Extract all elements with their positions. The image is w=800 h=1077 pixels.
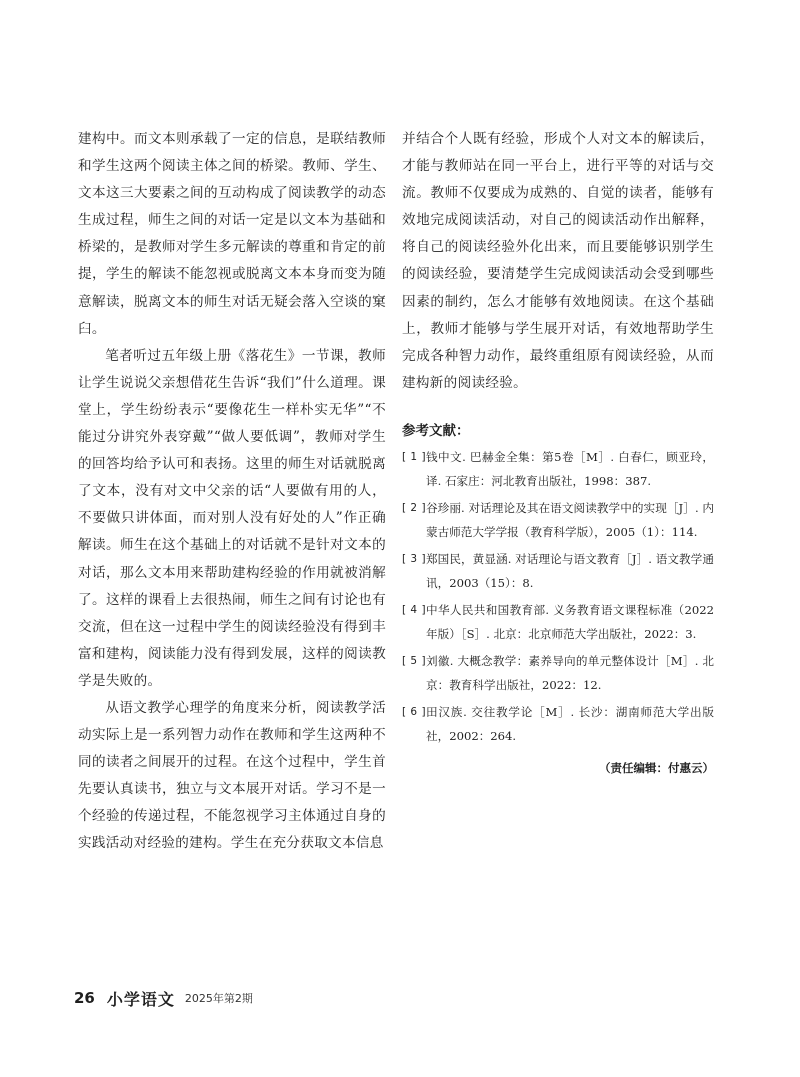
references-heading: 参考文献： bbox=[402, 422, 470, 439]
reference-number: [ 1 ] bbox=[402, 450, 427, 463]
body-paragraph: 笔者听过五年级上册《落花生》一节课，教师让学生说说父亲想借花生告诉“我们”什么道理。课堂上，学生纷纷表示“要像花生一样朴实无华”“不能过分讲究外表穿戴”“做人要低调”，教师对学生的回答均给予认可和表扬。这里的师生对话就脱离了文本，没有对文中父亲的话“人要做有用的人，不要做只讲体面，而对别人没有好处的人”作正确解读。师生在这个基础上的对话就不是针对文本的对话，那么文本用来帮助建构经验的作用就被消解了。这样的课看上去很热闹，师生之间有讨论也有交流，但在这一过程中学生的阅读经验没有得到丰富和建构，阅读能力没有得到发展，这样的阅读教学是失败的。 bbox=[78, 347, 386, 689]
journal-name: 小学语文 bbox=[106, 989, 175, 1009]
reference-text: 谷珍丽. 对话理论及其在语文阅读教学中的实现［J］. 内蒙古师范大学学报（教育科学版），2005（1）：114. bbox=[426, 500, 714, 540]
body-paragraph: 建构中。而文本则承载了一定的信息，是联结教师和学生这两个阅读主体之间的桥梁。教师、学生、文本这三大要素之间的互动构成了阅读教学的动态生成过程，师生之间的对话一定是以文本为基础和桥梁的，是教师对学生多元解读的尊重和肯定的前提，学生的解读不能忽视或脱离文本本身而变为随意解读，脱离文本的师生对话无疑会落入空谈的窠臼。 bbox=[78, 131, 386, 337]
reference-text: 郑国民，黄显涵. 对话理论与语文教育［J］. 语文教学通讯，2003（15）：8. bbox=[426, 551, 714, 591]
reference-item bbox=[402, 445, 714, 494]
reference-item bbox=[402, 700, 714, 749]
reference-number: [ 3 ] bbox=[402, 552, 427, 565]
reference-number: [ 5 ] bbox=[402, 654, 427, 667]
reference-text: 中华人民共和国教育部. 义务教育语文课程标准（2022年版）［S］. 北京：北京师范大学出版社，2022：3. bbox=[426, 602, 714, 642]
left-column bbox=[78, 126, 386, 858]
reference-text: 刘徽. 大概念教学：素养导向的单元整体设计［M］. 北京：教育科学出版社，2022：12. bbox=[426, 653, 714, 693]
reference-number: [ 6 ] bbox=[402, 705, 427, 718]
editor-note: （责任编辑：付惠云） bbox=[599, 760, 714, 775]
reference-item bbox=[402, 547, 714, 596]
reference-item bbox=[402, 496, 714, 545]
reference-text: 钱中文. 巴赫金全集：第5卷［M］. 白春仁，顾亚玲，译. 石家庄：河北教育出版社，1998：387. bbox=[426, 449, 714, 489]
page-footer bbox=[74, 986, 253, 1010]
right-column bbox=[402, 126, 714, 777]
reference-number: [ 4 ] bbox=[402, 603, 427, 616]
reference-item bbox=[402, 649, 714, 698]
reference-text: 田汉族. 交往教学论［M］. 长沙：湖南师范大学出版社，2002：264. bbox=[426, 704, 714, 744]
body-paragraph: 从语文教学心理学的角度来分析，阅读教学活动实际上是一系列智力动作在教师和学生这两种不同的读者之间展开的过程。在这个过程中，学生首先要认真读书，独立与文本展开对话。学习不是一个经验的传递过程，不能忽视学习主体通过自身的实践活动对经验的建构。学生在充分获取文本信息 bbox=[78, 699, 386, 852]
issue-label: 2025年第2期 bbox=[184, 992, 253, 1005]
body-paragraph: 并结合个人既有经验，形成个人对文本的解读后，才能与教师站在同一平台上，进行平等的对话与交流。教师不仅要成为成熟的、自觉的读者，能够有效地完成阅读活动，对自己的阅读活动作出解释，将自己的阅读经验外化出来，而且要能够识别学生的阅读经验，要清楚学生完成阅读活动会受到哪些因素的制约，怎么才能够有效地阅读。在这个基础上，教师才能够与学生展开对话，有效地帮助学生完成各种智力动作，最终重组原有阅读经验，从而建构新的阅读经验。 bbox=[402, 131, 714, 391]
reference-number: [ 2 ] bbox=[402, 501, 427, 514]
page-number: 26 bbox=[74, 989, 95, 1007]
reference-item bbox=[402, 598, 714, 647]
references-list bbox=[402, 445, 714, 749]
